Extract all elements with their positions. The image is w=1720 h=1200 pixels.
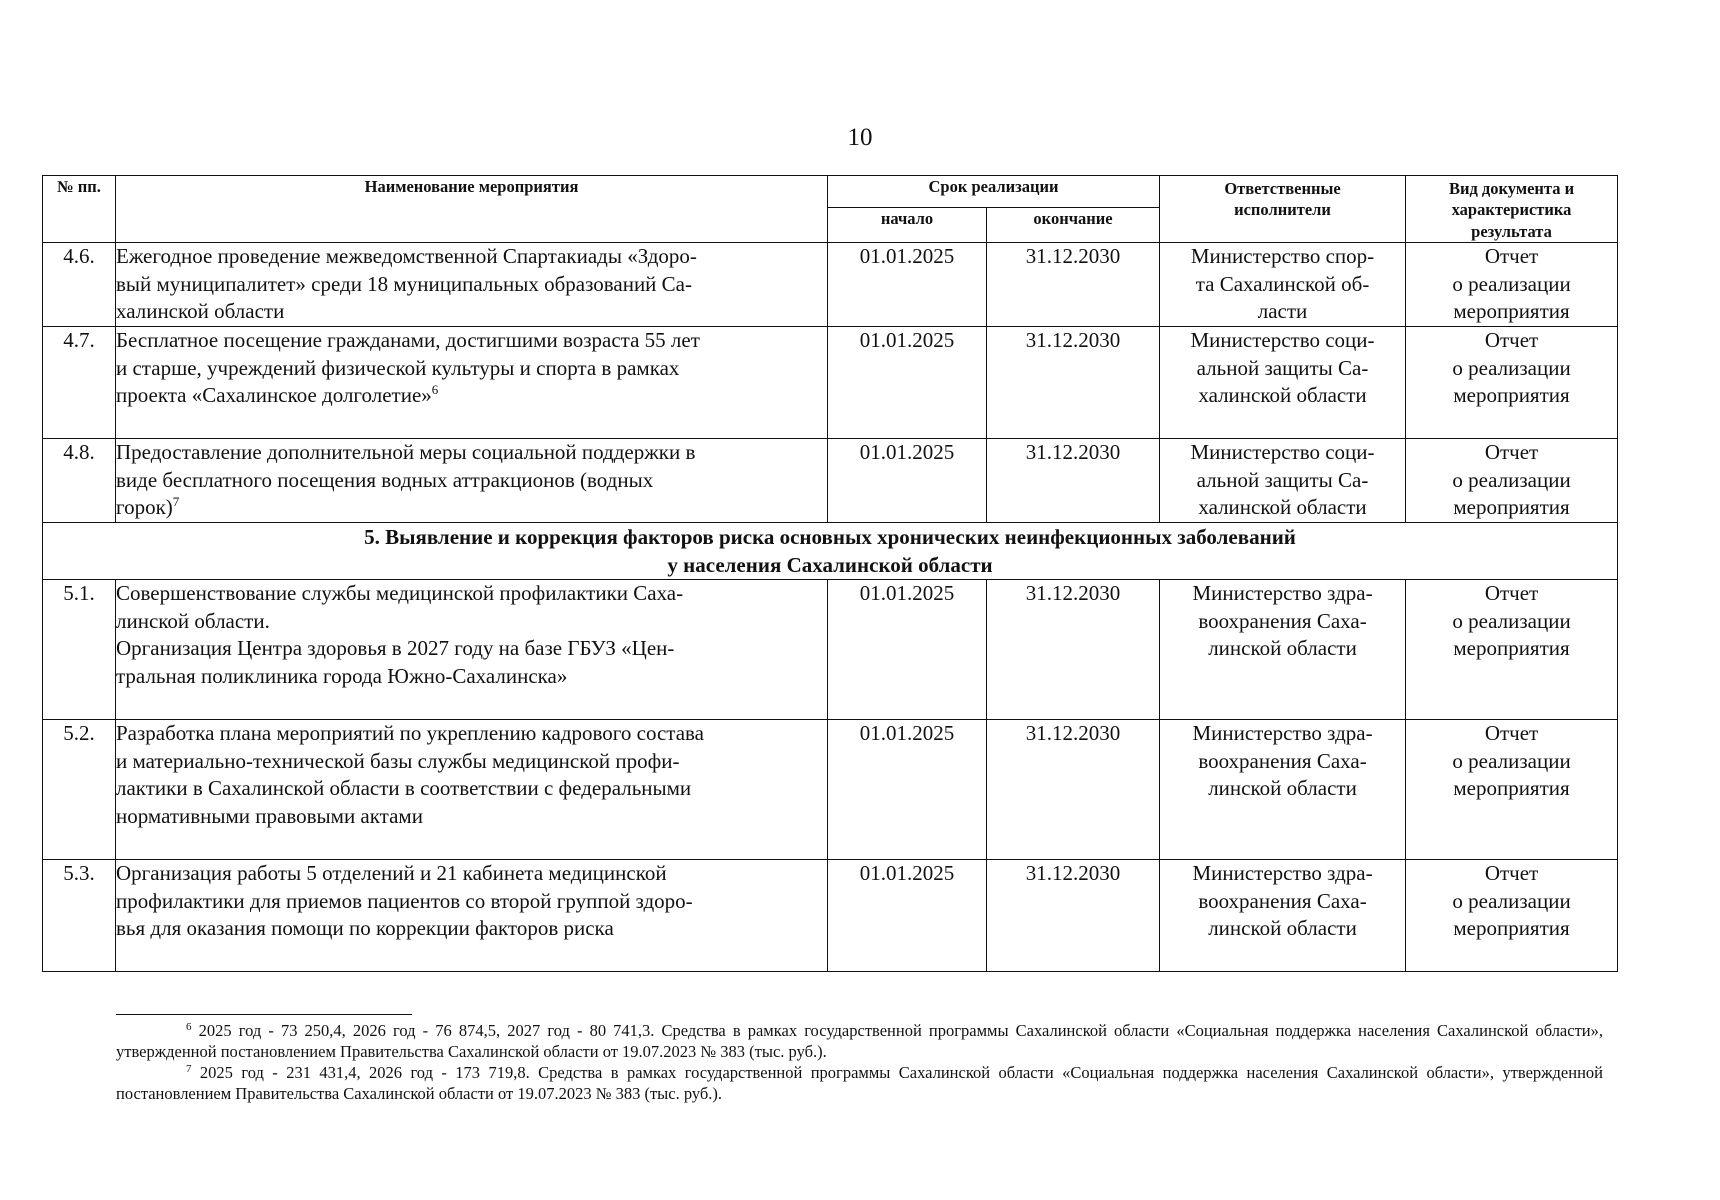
section-row [43, 523, 1618, 580]
row-responsible: Министерство соци- альной защиты Са- халинской области [1160, 439, 1406, 523]
row-end: 31.12.2030 [987, 327, 1160, 439]
header-name: Наименование мероприятия [116, 176, 828, 243]
row-end: 31.12.2030 [987, 439, 1160, 523]
footnote-ref: 7 [172, 494, 180, 510]
row-document: Отчет о реализации мероприятия [1406, 720, 1618, 860]
row-num: 4.8. [43, 439, 116, 523]
row-end: 31.12.2030 [987, 580, 1160, 720]
table-header [43, 176, 1618, 243]
table-row [43, 860, 1618, 972]
row-responsible: Министерство соци- альной защиты Са- халинской области [1160, 327, 1406, 439]
row-document: Отчет о реализации мероприятия [1406, 243, 1618, 327]
row-name: Организация работы 5 отделений и 21 кабинета медицинской профилактики для приемов пациентов со второй группой здоро- вья для оказания помощи по коррекции факторов риска [116, 860, 828, 972]
row-num: 5.2. [43, 720, 116, 860]
row-start: 01.01.2025 [828, 439, 987, 523]
section-title: 5. Выявление и коррекция факторов риска основных хронических неинфекционных заболеваний у населения Сахалинской области [43, 523, 1618, 580]
header-num: № пп. [43, 176, 116, 243]
measures-table [42, 175, 1618, 972]
header-period: Срок реализации [828, 176, 1160, 208]
row-responsible: Министерство спор- та Сахалинской об- ласти [1160, 243, 1406, 327]
row-start: 01.01.2025 [828, 327, 987, 439]
table-row [43, 243, 1618, 327]
row-name: Предоставление дополнительной меры социальной поддержки в виде бесплатного посещения водных аттракционов (водных горок)$^7$ [116, 439, 828, 523]
row-start: 01.01.2025 [828, 243, 987, 327]
footnotes [116, 1020, 1603, 1104]
page-number: 10 [847, 124, 873, 151]
row-document: Отчет о реализации мероприятия [1406, 860, 1618, 972]
row-responsible: Министерство здра- воохранения Саха- линской области [1160, 580, 1406, 720]
row-document: Отчет о реализации мероприятия [1406, 327, 1618, 439]
row-responsible: Министерство здра- воохранения Саха- линской области [1160, 720, 1406, 860]
header-start: начало [828, 208, 987, 243]
row-name: Совершенствование службы медицинской профилактики Саха- линской области. Организация Центра здоровья в 2027 году на базе ГБУЗ «Цен- тральная поликлиника города Южно-Сахалинска» [116, 580, 828, 720]
header-document: Вид документа и характеристика результата [1406, 176, 1618, 243]
row-num: 5.1. [43, 580, 116, 720]
row-num: 4.6. [43, 243, 116, 327]
row-document: Отчет о реализации мероприятия [1406, 439, 1618, 523]
row-document: Отчет о реализации мероприятия [1406, 580, 1618, 720]
table-row [43, 720, 1618, 860]
footnote-separator [116, 1014, 412, 1015]
table-row [43, 327, 1618, 439]
footnote-7: $^7$ 2025 год - 231 431,4, 2026 год - 173 719,8. Средства в рамках государственной программы Сахалинской области «Социальная поддержка населения Сахалинской области», утвержденной постановлением Правительства Сахалинской области от 19.07.2023 № 383 (тыс. руб.). [116, 1063, 1603, 1103]
footnote-ref: 6 [431, 382, 439, 398]
row-name: Ежегодное проведение межведомственной Спартакиады «Здоро- вый муниципалитет» среди 18 муниципальных образований Са- халинской области [116, 243, 828, 327]
header-end: окончание [987, 208, 1160, 243]
row-responsible: Министерство здра- воохранения Саха- линской области [1160, 860, 1406, 972]
row-num: 5.3. [43, 860, 116, 972]
header-responsible: Ответственные исполнители [1160, 176, 1406, 243]
row-start: 01.01.2025 [828, 720, 987, 860]
row-end: 31.12.2030 [987, 243, 1160, 327]
footnote-6: $^6$ 2025 год - 73 250,4, 2026 год - 76 874,5, 2027 год - 80 741,3. Средства в рамках государственной программы Сахалинской области «Социальная поддержка населения Сахалинской области», утвержденной постановлением Правительства Сахалинской области от 19.07.2023 № 383 (тыс. руб.). [116, 1021, 1603, 1061]
row-end: 31.12.2030 [987, 720, 1160, 860]
row-start: 01.01.2025 [828, 860, 987, 972]
row-num: 4.7. [43, 327, 116, 439]
row-start: 01.01.2025 [828, 580, 987, 720]
table-row [43, 580, 1618, 720]
table-row [43, 439, 1618, 523]
row-name: Разработка плана мероприятий по укреплению кадрового состава и материально-технической базы службы медицинской профи- лактики в Сахалинской области в соответствии с федеральными нормативными правовыми актами [116, 720, 828, 860]
row-end: 31.12.2030 [987, 860, 1160, 972]
row-name: Бесплатное посещение гражданами, достигшими возраста 55 лет и старше, учреждений физической культуры и спорта в рамках проекта «Сахалинское долголетие»$^6$ [116, 327, 828, 439]
